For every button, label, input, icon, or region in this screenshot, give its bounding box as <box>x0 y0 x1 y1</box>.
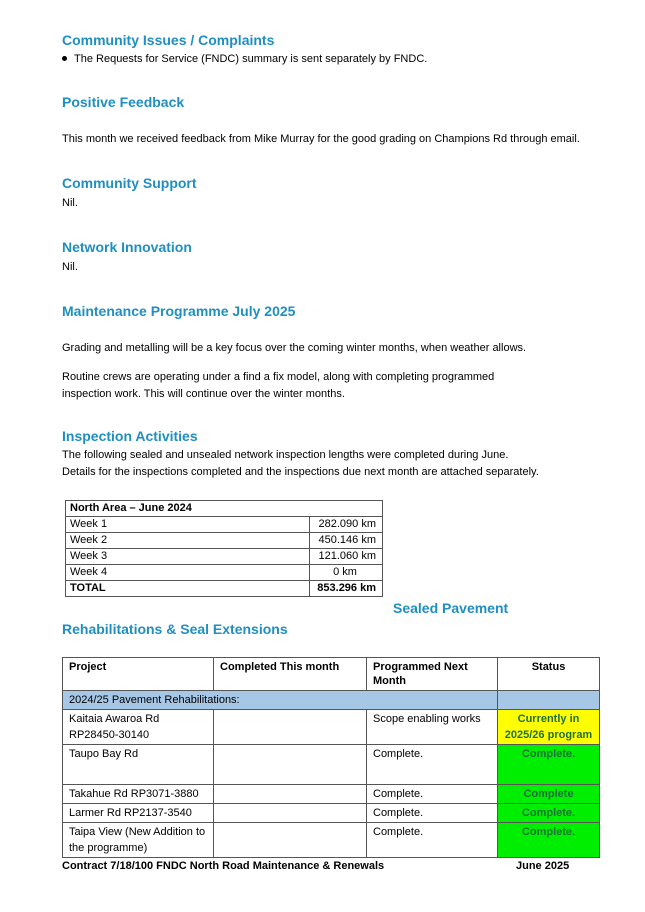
week-value: 121.060 km <box>310 549 383 565</box>
table-row <box>66 549 383 565</box>
week-value: 282.090 km <box>310 517 383 533</box>
footer-contract: Contract 7/18/100 FNDC North Road Maintenance & Renewals <box>62 860 385 872</box>
bullet-dot-icon <box>62 56 67 61</box>
table-row <box>66 565 383 581</box>
positive-feedback-text: This month we received feedback from Mike Murray for the good grading on Champions Rd through email. <box>62 133 580 145</box>
bullet-text: The Requests for Service (FNDC) summary is sent separately by FNDC. <box>74 53 428 65</box>
week-label: Week 4 <box>66 565 310 581</box>
completed-cell <box>214 710 367 745</box>
network-innovation-text: Nil. <box>62 261 78 273</box>
inspection-table-title-row <box>66 501 383 517</box>
project-name: Taupo Bay Rd <box>63 745 214 785</box>
project-name: Kaitaia Awaroa Rd RP28450-30140 <box>63 710 214 745</box>
total-value: 853.296 km <box>310 581 383 597</box>
bullet-item <box>62 53 427 65</box>
header-status: Status <box>498 658 600 691</box>
project-name: Taipa View (New Addition to the programme) <box>63 823 214 858</box>
inspection-table-title: North Area – June 2024 <box>66 501 383 517</box>
header-programmed: Programmed Next Month <box>367 658 498 691</box>
header-project: Project <box>63 658 214 691</box>
table-row <box>63 823 600 858</box>
group-status-cell <box>498 691 600 710</box>
completed-cell <box>214 823 367 858</box>
week-label: Week 2 <box>66 533 310 549</box>
week-value: 0 km <box>310 565 383 581</box>
status-badge: Complete. <box>498 823 600 858</box>
programmed-cell: Scope enabling works <box>367 710 498 745</box>
community-support-text: Nil. <box>62 197 78 209</box>
inspection-table <box>65 500 383 597</box>
status-badge: Currently in 2025/26 program <box>498 710 600 745</box>
maintenance-paragraph-1: Grading and metalling will be a key focus over the coming winter months, when weather allows. <box>62 342 527 354</box>
programmed-cell: Complete. <box>367 785 498 804</box>
week-label: Week 3 <box>66 549 310 565</box>
completed-cell <box>214 785 367 804</box>
heading-sealed-pavement: Sealed Pavement <box>393 600 509 616</box>
project-table <box>62 657 600 858</box>
programmed-cell: Complete. <box>367 745 498 785</box>
header-completed: Completed This month <box>214 658 367 691</box>
heading-inspection-activities: Inspection Activities <box>62 428 198 444</box>
footer-date: June 2025 <box>516 860 570 872</box>
maintenance-paragraph-2-line-1: Routine crews are operating under a find a fix model, along with completing programmed <box>62 371 495 383</box>
status-badge: Complete. <box>498 804 600 823</box>
table-row <box>66 517 383 533</box>
status-badge: Complete. <box>498 745 600 785</box>
table-row <box>63 804 600 823</box>
table-row <box>63 745 600 785</box>
group-row <box>63 691 600 710</box>
group-label: 2024/25 Pavement Rehabilitations: <box>63 691 498 710</box>
table-total-row <box>66 581 383 597</box>
week-value: 450.146 km <box>310 533 383 549</box>
table-row <box>63 710 600 745</box>
project-table-header <box>63 658 600 691</box>
status-badge: Complete <box>498 785 600 804</box>
completed-cell <box>214 804 367 823</box>
table-row <box>66 533 383 549</box>
project-name: Takahue Rd RP3071-3880 <box>63 785 214 804</box>
maintenance-paragraph-2-line-2: inspection work. This will continue over the winter months. <box>62 388 345 400</box>
heading-rehabilitations: Rehabilitations & Seal Extensions <box>62 621 288 637</box>
programmed-cell: Complete. <box>367 823 498 858</box>
completed-cell <box>214 745 367 785</box>
total-label: TOTAL <box>66 581 310 597</box>
week-label: Week 1 <box>66 517 310 533</box>
heading-positive-feedback: Positive Feedback <box>62 94 185 110</box>
heading-maintenance-programme: Maintenance Programme July 2025 <box>62 303 296 319</box>
heading-community-issues: Community Issues / Complaints <box>62 32 275 48</box>
heading-network-innovation: Network Innovation <box>62 239 192 255</box>
heading-community-support: Community Support <box>62 175 197 191</box>
programmed-cell: Complete. <box>367 804 498 823</box>
table-row <box>63 785 600 804</box>
project-name: Larmer Rd RP2137-3540 <box>63 804 214 823</box>
inspection-line-1: The following sealed and unsealed network inspection lengths were completed during June. <box>62 449 509 461</box>
inspection-line-2: Details for the inspections completed and the inspections due next month are attached separately. <box>62 466 539 478</box>
